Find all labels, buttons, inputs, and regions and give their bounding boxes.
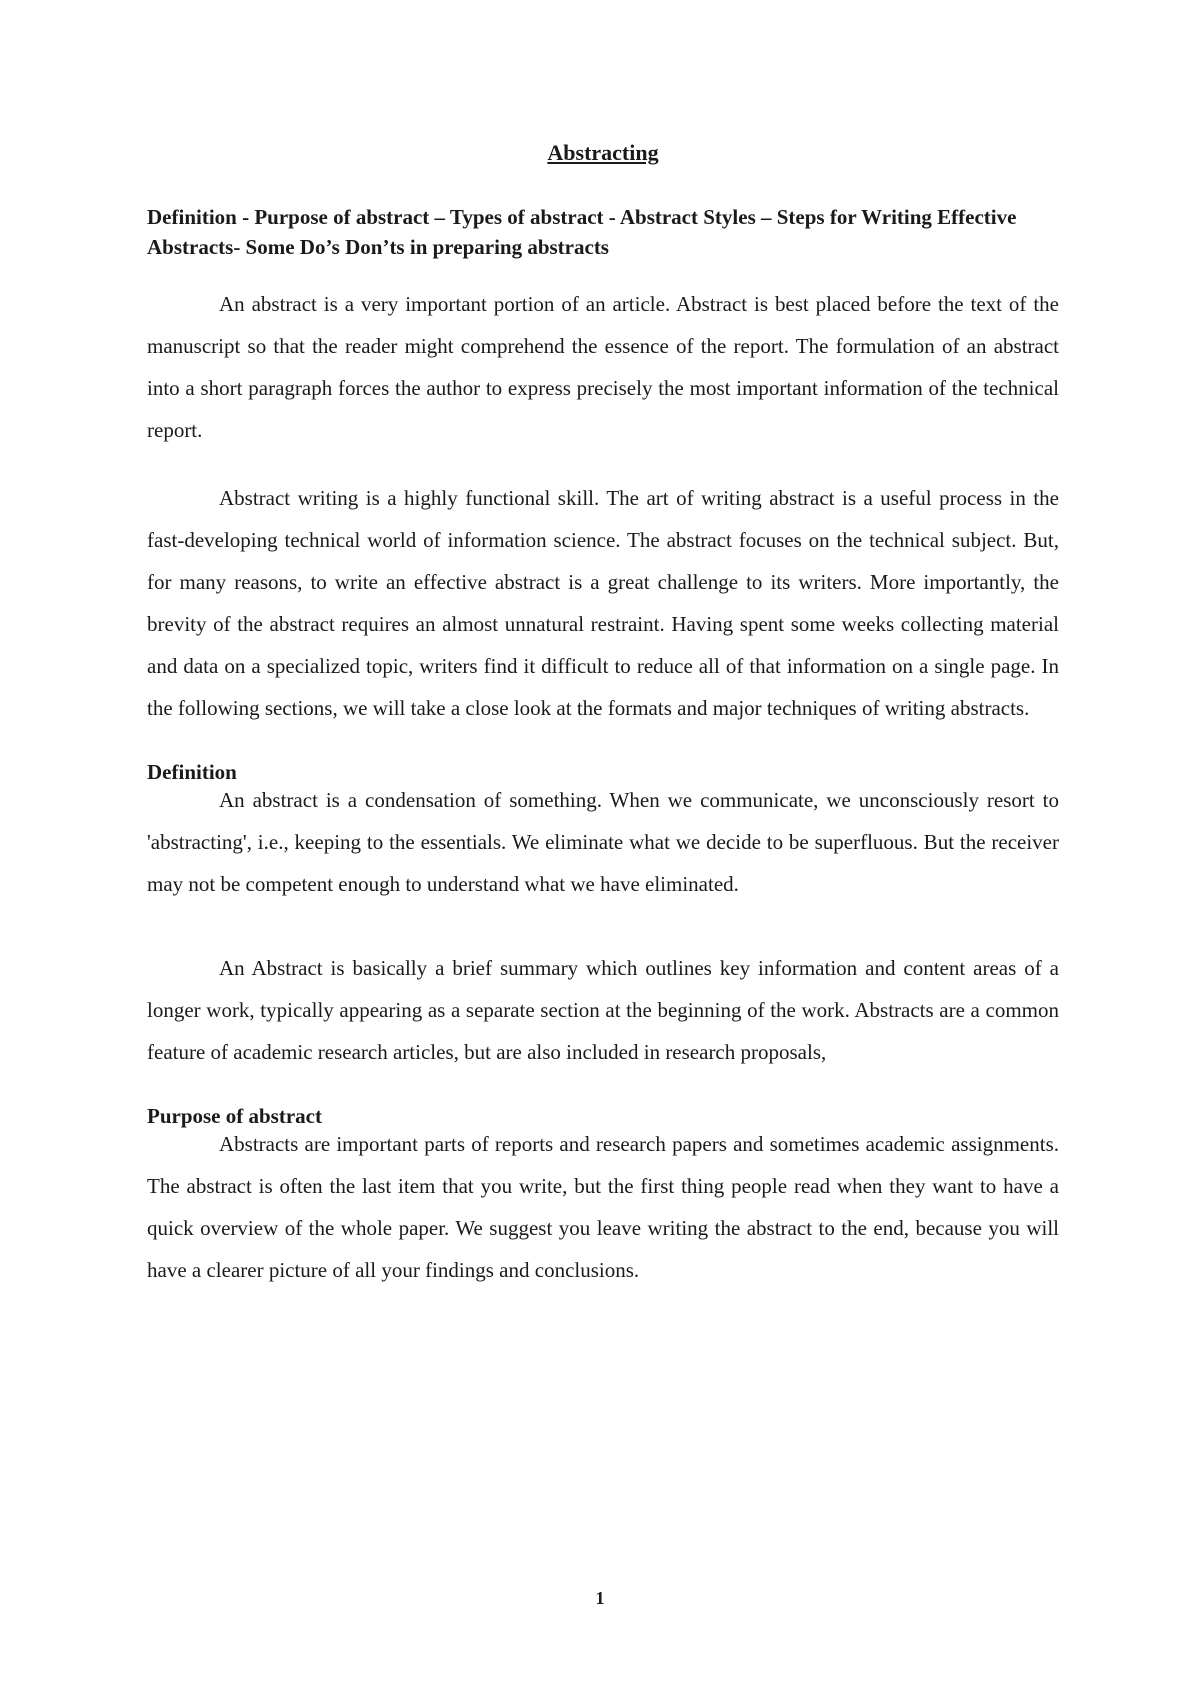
intro-paragraph-1: An abstract is a very important portion of an article. Abstract is best placed before the text of the manuscript so that the reader might comprehend the essence of the report. The formulation of an abstract into a short paragraph forces the author to express precisely the most important information of the technical report.: [147, 292, 1059, 442]
intro-paragraph-2: Abstract writing is a highly functional skill. The art of writing abstract is a useful process in the fast-developing technical world of information science. The abstract focuses on the technical subject. But, for many reasons, to write an effective abstract is a great challenge to its writers. More importantly, the brevity of the abstract requires an almost unnatural restraint. Having spent some weeks collecting material and data on a specialized topic, writers find it difficult to reduce all of that information on a single page. In the following sections, we will take a close look at the formats and major techniques of writing abstracts.: [147, 486, 1059, 720]
page-number: 1: [595, 1588, 605, 1608]
page-content: [147, 140, 1059, 1291]
definition-heading: Definition: [147, 760, 237, 784]
purpose-heading: Purpose of abstract: [147, 1104, 322, 1128]
purpose-paragraph-1: Abstracts are important parts of reports and research papers and sometimes academic assignments. The abstract is often the last item that you write, but the first thing people read when they want to have a quick overview of the whole paper. We suggest you leave writing the abstract to the end, because you will have a clearer picture of all your findings and conclusions.: [147, 1132, 1059, 1282]
document-subtitle: Definition - Purpose of abstract – Types of abstract - Abstract Styles – Steps for Writing Effective Abstracts- Some Do’s Don’ts in preparing abstracts: [147, 205, 1017, 259]
definition-paragraph-2: An Abstract is basically a brief summary which outlines key information and content areas of a longer work, typically appearing as a separate section at the beginning of the work. Abstracts are a common feature of academic research articles, but are also included in research proposals,: [147, 956, 1059, 1064]
document-title: Abstracting: [547, 140, 659, 165]
definition-paragraph-1: An abstract is a condensation of something. When we communicate, we unconsciously resort to 'abstracting', i.e., keeping to the essentials. We eliminate what we decide to be superfluous. But the receiver may not be competent enough to understand what we have eliminated.: [147, 788, 1059, 896]
